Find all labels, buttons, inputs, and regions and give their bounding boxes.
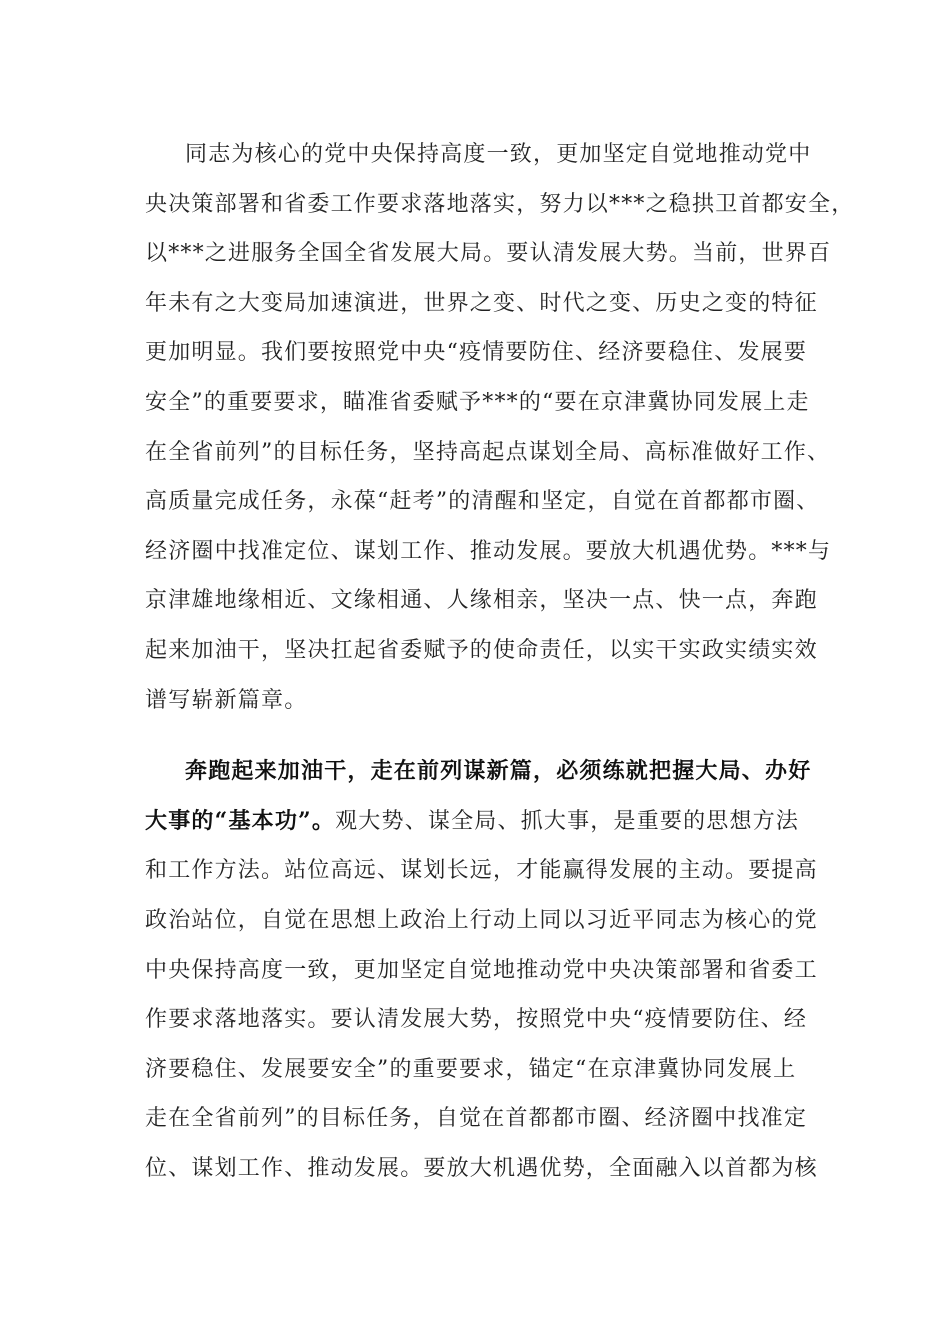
text-line: 在全省前列”的目标任务，坚持高起点谋划全局、高标准做好工作、 [145,439,831,465]
text-line: 济要稳住、发展要安全”的重要要求，锚定“在京津冀协同发展上 [145,1056,797,1082]
text-line: 经济圈中找准定位、谋划工作、推动发展。要放大机遇优势。***与 [145,538,832,564]
text-run: 观大势、谋全局、抓大事，是重要的思想方法 [335,808,800,834]
heading-sentence-line: 奔跑起来加油干，走在前列谋新篇，必须练就把握大局、办好 [185,758,812,785]
text-line: 以***之进服务全国全省发展大局。要认清发展大势。当前，世界百 [145,241,832,267]
text-line: 央决策部署和省委工作要求落地落实，努力以***之稳拱卫首都安全， [145,191,855,217]
text-line: 谱写崭新篇章。 [145,687,308,713]
text-line: 起来加油干，坚决扛起省委赋予的使命责任，以实干实政实绩实效 [145,637,818,663]
text-line: 京津雄地缘相近、文缘相通、人缘相亲，坚决一点、快一点，奔跑 [145,588,818,614]
text-line: 年未有之大变局加速演进，世界之变、时代之变、历史之变的特征 [145,290,818,316]
document-body [145,130,855,1193]
paragraph-2 [145,747,821,1193]
text-line: 同志为核心的党中央保持高度一致，更加坚定自觉地推动党中 [185,142,812,167]
text-line: 更加明显。我们要按照党中央“疫情要防住、经济要稳住、发展要 [145,340,808,366]
text-line: 政治站位，自觉在思想上政治上行动上同以习近平同志为核心的党 [145,907,818,933]
text-line: 安全”的重要要求，瞄准省委赋予***的“要在京津冀协同发展上走 [145,389,810,415]
text-line: 高质量完成任务，永葆“赶考”的清醒和坚定，自觉在首都都市圈、 [145,489,820,515]
text-line: 走在全省前列”的目标任务，自觉在首都都市圈、经济圈中找准定 [145,1106,808,1132]
paragraph-1 [145,130,855,725]
text-line: 作要求落地落实。要认清发展大势，按照党中央“疫情要防住、经 [145,1007,808,1033]
paragraph-spacer [145,725,821,747]
text-line: 中央保持高度一致，更加坚定自觉地推动党中央决策部署和省委工 [145,957,818,983]
text-line [145,797,821,847]
heading-sentence-end: 大事的“基本功”。 [145,807,336,834]
text-line: 位、谋划工作、推动发展。要放大机遇优势，全面融入以首都为核 [145,1155,818,1181]
text-line: 和工作方法。站位高远、谋划长远，才能赢得发展的主动。要提高 [145,858,818,884]
